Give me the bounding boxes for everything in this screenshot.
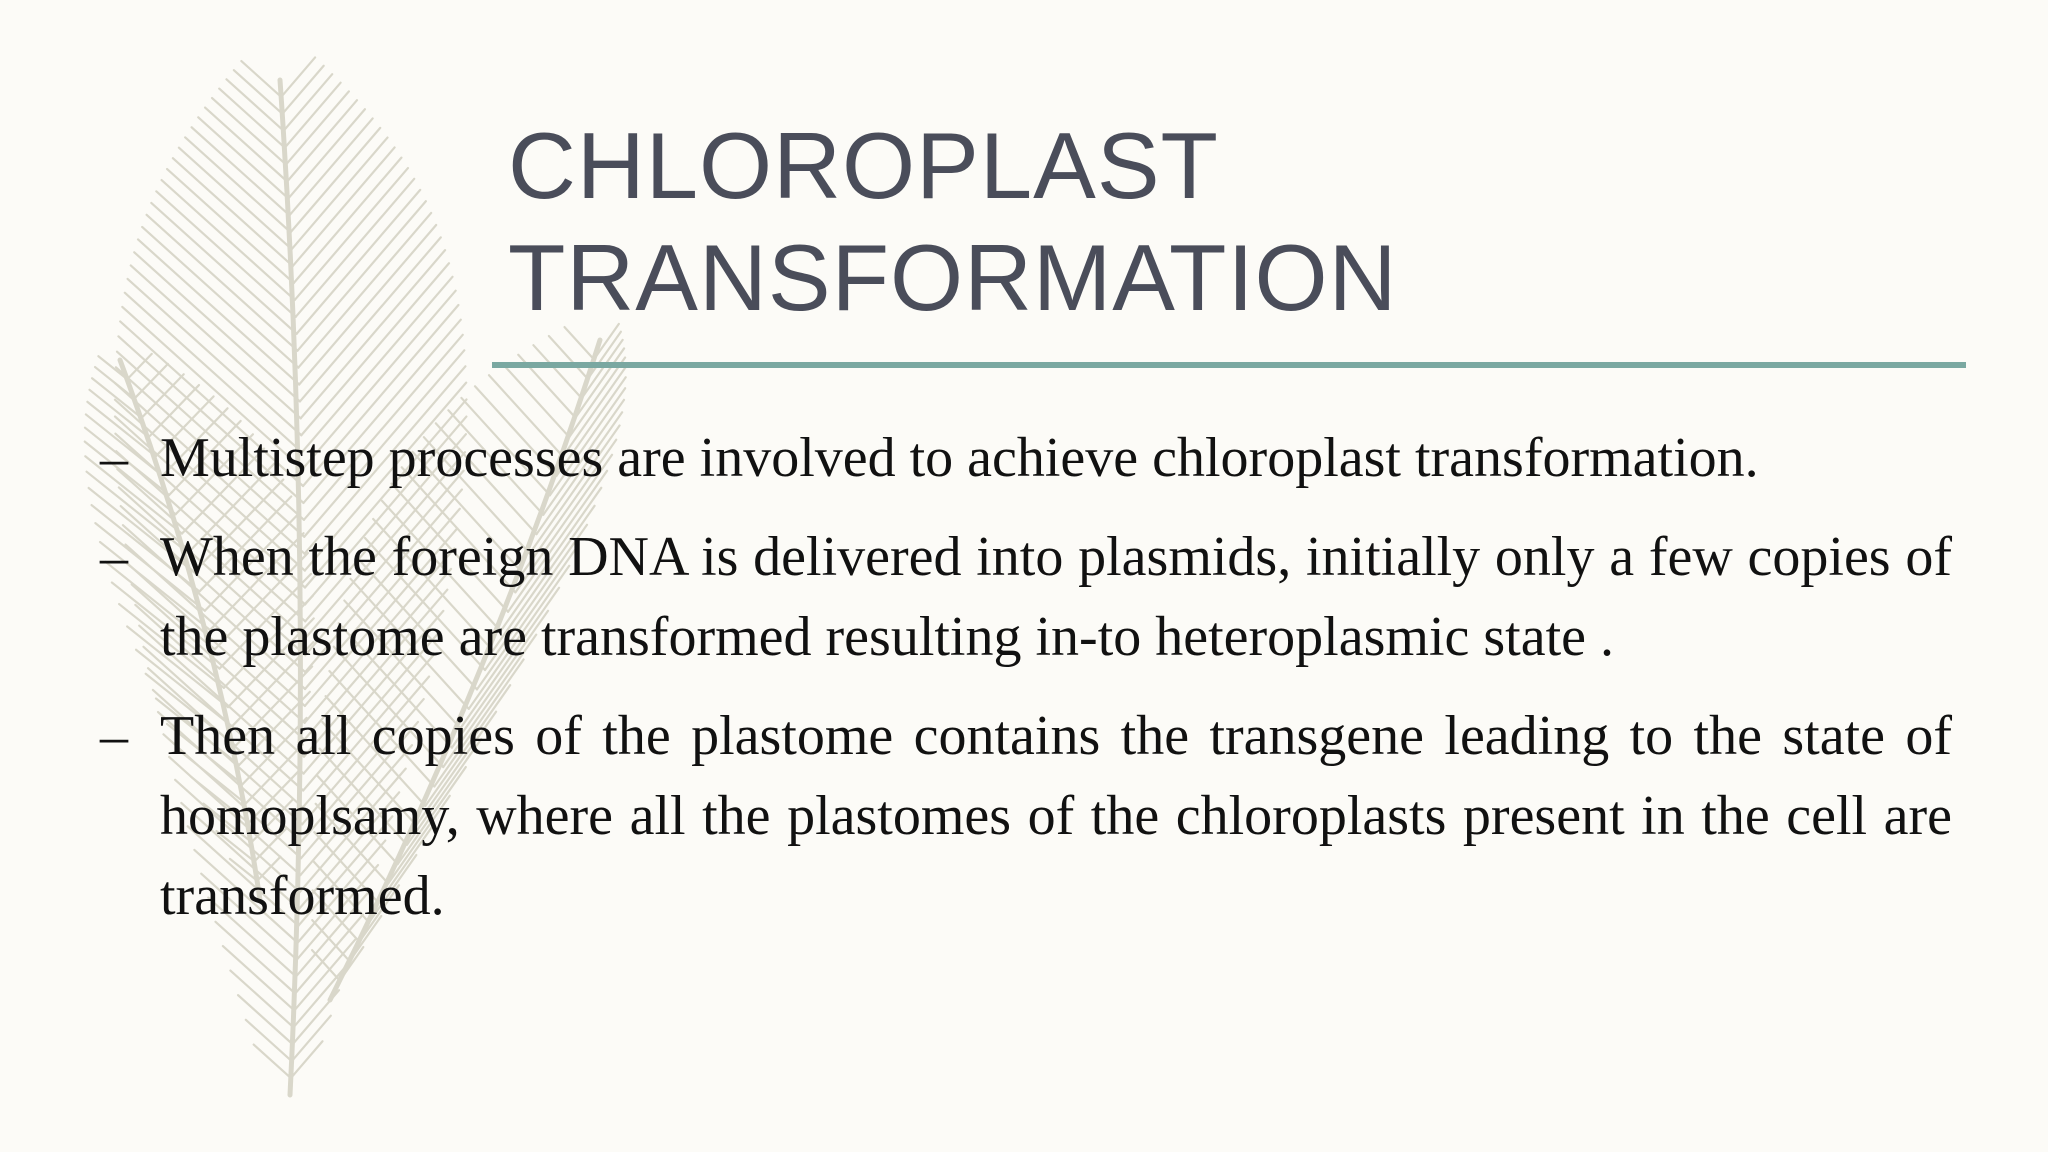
title-divider — [492, 362, 1966, 368]
slide-title-line-2: TRANSFORMATION — [508, 225, 1398, 330]
bullet-item — [100, 418, 1952, 498]
bullet-list — [100, 418, 1952, 955]
bullet-text: Then all copies of the plastome contains the transgene leading to the state of homoplsamy, where all the plastomes of the chloroplasts present in the cell are transformed. — [160, 705, 1952, 927]
slide-title-line-1: CHLOROPLAST — [508, 113, 1219, 218]
slide-title — [508, 110, 1908, 334]
bullet-item — [100, 696, 1952, 936]
bullet-text: When the foreign DNA is delivered into plasmids, initially only a few copies of the plastome are transformed resulting in-to heteroplasmic state . — [160, 526, 1952, 668]
bullet-text: Multistep processes are involved to achieve chloroplast transformation. — [160, 427, 1759, 489]
dash-bullet-icon: – — [100, 526, 128, 588]
dash-bullet-icon: – — [100, 427, 128, 489]
dash-bullet-icon: – — [100, 705, 128, 767]
bullet-item — [100, 517, 1952, 677]
